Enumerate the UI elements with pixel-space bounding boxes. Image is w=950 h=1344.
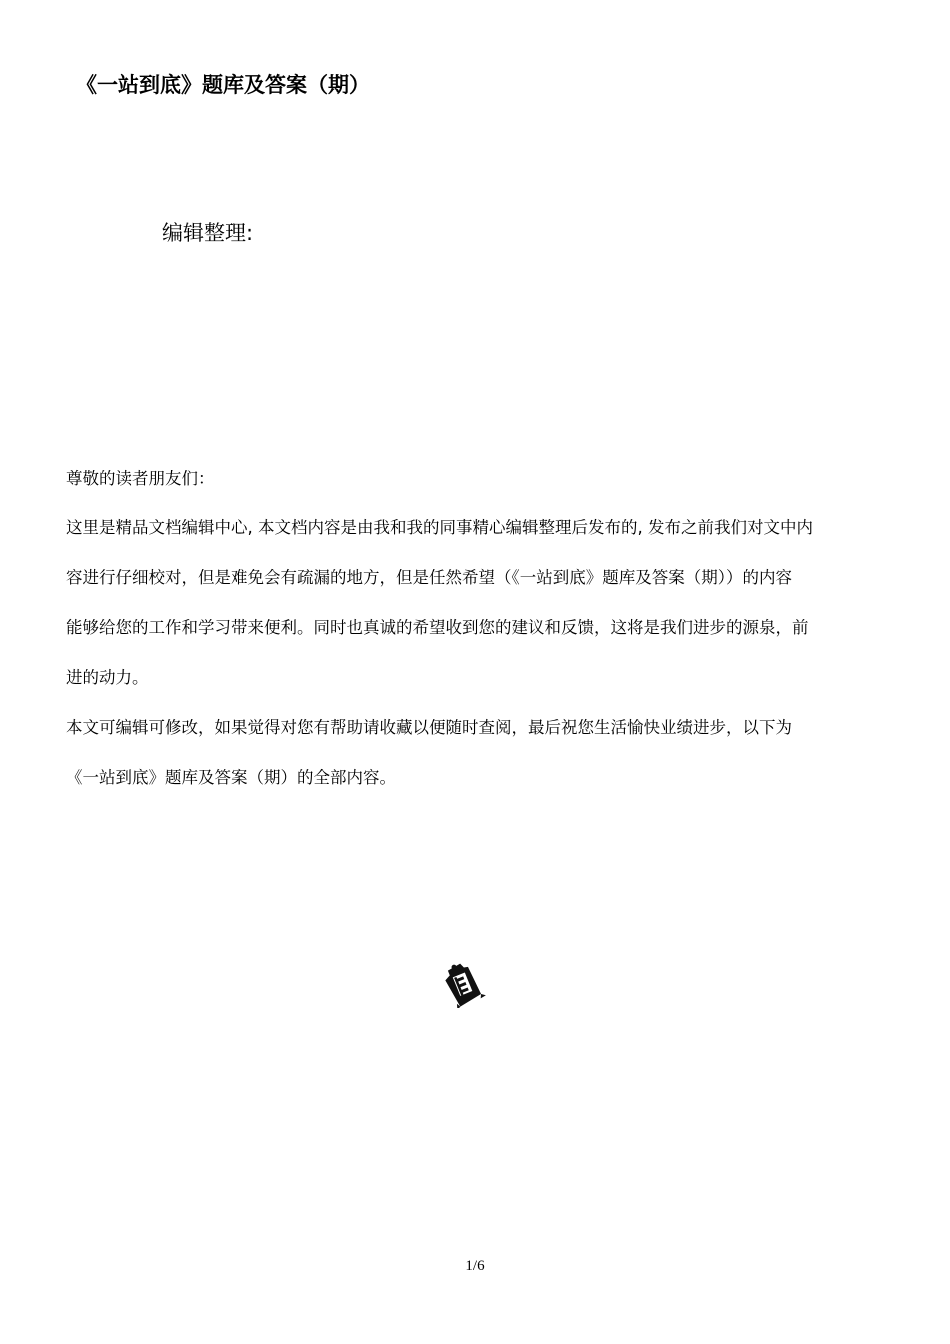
greeting-text: 尊敬的读者朋友们： bbox=[66, 469, 215, 488]
document-title: 《一站到底》题库及答案（期） bbox=[76, 73, 370, 97]
closing-paragraph bbox=[66, 703, 894, 803]
paragraph-line: 能够给您的工作和学习带来便利。同时也真诚的希望收到您的建议和反馈，这将是我们进步的源泉，前 bbox=[66, 618, 809, 637]
paragraph-line: 容进行仔细校对，但是难免会有疏漏的地方，但是任然希望（《一站到底》题库及答案（期））的内容 bbox=[66, 568, 792, 587]
paragraph-line: 这里是精品文档编辑中心, 本文档内容是由我和我的同事精心编辑整理后发布的, 发布之前我们对文中内 bbox=[66, 518, 813, 537]
paragraph-line: 进的动力。 bbox=[66, 668, 149, 687]
paragraph-line: 《一站到底》题库及答案（期）的全部内容。 bbox=[66, 768, 396, 787]
editor-label: 编辑整理: bbox=[162, 221, 254, 245]
stamp-logo-icon bbox=[440, 960, 486, 1008]
page-number: 1/6 bbox=[465, 1258, 485, 1274]
paragraph-line: 本文可编辑可修改，如果觉得对您有帮助请收藏以便随时查阅，最后祝您生活愉快业绩进步，以下为 bbox=[66, 718, 792, 737]
intro-paragraph bbox=[66, 503, 894, 703]
